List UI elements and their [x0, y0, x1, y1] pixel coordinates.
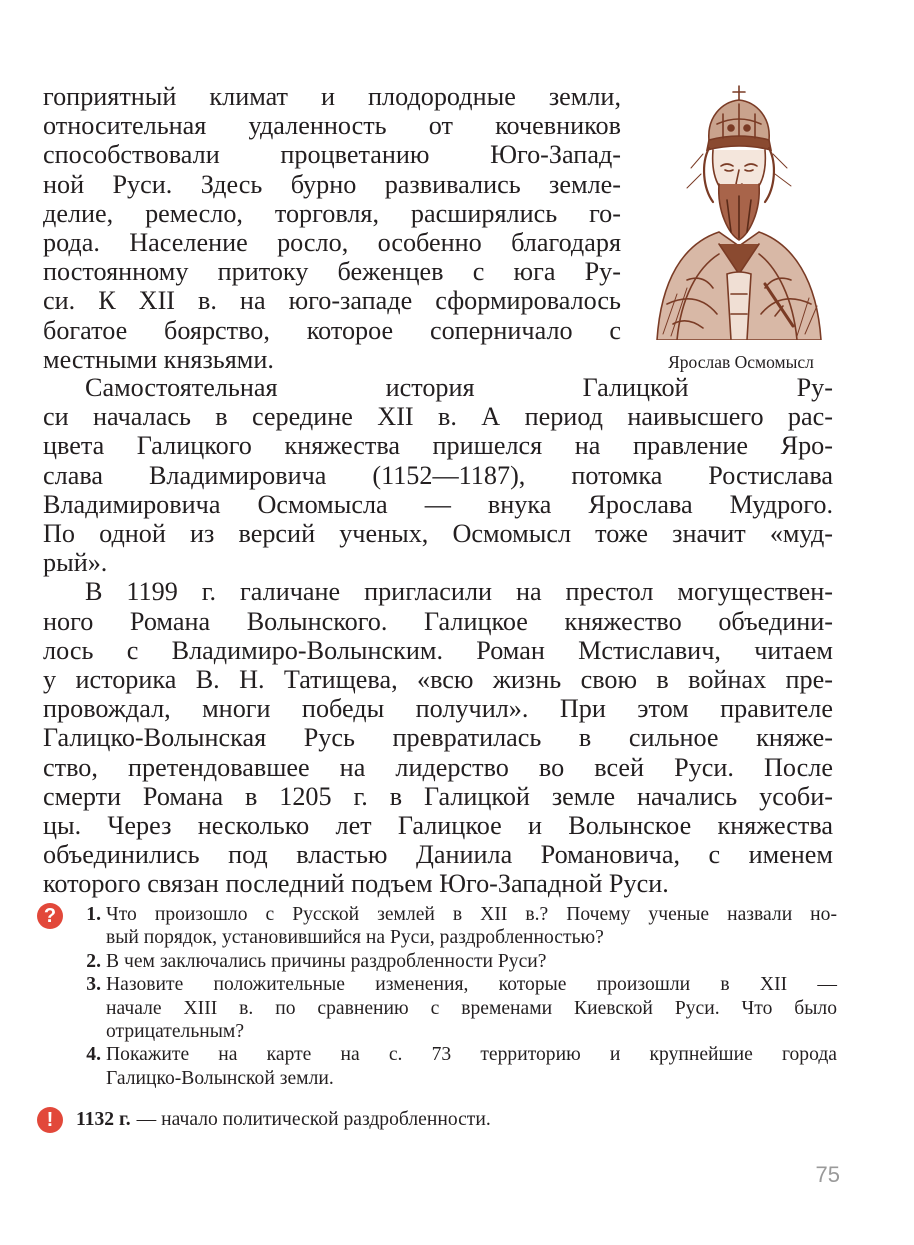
text-line: богатое боярство, которое соперничало с	[43, 315, 621, 345]
paragraph-independent-history	[43, 373, 833, 577]
text-line: постоянному притоку беженцев с юга Ру-	[43, 257, 621, 287]
text-line: ной Руси. Здесь бурно развивались земле-	[43, 169, 621, 199]
question-item	[37, 903, 837, 950]
key-date: 1132 г.	[76, 1109, 131, 1130]
text-line: отрицательным?	[106, 1021, 245, 1043]
text-line: относительная удаленность от кочевников	[43, 111, 621, 141]
text-line: Галицко-Волынская Русь превратилась в сильное княже-	[43, 723, 833, 753]
question-number: 2.	[86, 950, 101, 972]
portrait-illustration	[647, 84, 827, 340]
question-item	[37, 1043, 837, 1090]
text-line: ство, претендовавшее на лидерство во всей Руси. После	[43, 752, 833, 782]
text-line: делие, ремесло, торговля, расширялись го-	[43, 198, 621, 228]
top-paragraph	[43, 82, 621, 374]
text-line: Самостоятельная история Галицкой Ру-	[85, 373, 833, 402]
text-line: слава Владимировича (1152—1187), потомка Ростислава	[43, 460, 833, 490]
review-questions	[37, 903, 837, 1090]
question-text	[106, 1043, 837, 1090]
question-number: 1.	[86, 904, 101, 925]
question-text	[106, 903, 837, 950]
text-line: местными князьями.	[43, 344, 274, 374]
question-text	[106, 950, 837, 973]
text-line: рый».	[43, 548, 108, 578]
key-date-note	[37, 1107, 837, 1133]
text-line: В 1199 г. галичане пригласили на престол могуществен-	[85, 577, 833, 607]
question-item	[37, 950, 837, 973]
paragraph-roman-volynsky	[43, 577, 833, 898]
text-line: Покажите на карте на с. 73 территорию и крупнейшие города	[106, 1044, 837, 1066]
text-line: си началась в середине XII в. А период наивысшего рас-	[43, 402, 833, 432]
exclamation-icon: !	[37, 1107, 63, 1133]
text-line: Галицко-Волынской земли.	[106, 1067, 334, 1089]
text-line: цвета Галицкого княжества пришелся на правление Яро-	[43, 431, 833, 461]
text-line: рода. Население росло, особенно благодаря	[43, 228, 621, 258]
portrait-caption: Ярослав Осмомысл	[668, 352, 814, 372]
text-line: Назовите положительные изменения, которые произошли в XII —	[106, 974, 837, 996]
text-line: способствовали процветанию Юго-Запад-	[43, 140, 621, 170]
text-line: си. К XII в. на юго-западе сформировалось	[43, 286, 621, 316]
text-line: Что произошло с Русской землей в XII в.? Почему ученые назвали но-	[106, 904, 837, 925]
question-mark-icon: ?	[37, 903, 63, 929]
text-line: которого связан последний подъем Юго-Западной Руси.	[43, 869, 669, 899]
main-text	[43, 373, 833, 899]
text-line: объединились под властью Даниила Романовича, с именем	[43, 840, 833, 870]
text-line: Владимировича Осмомысла — внука Ярослава Мудрого.	[43, 489, 833, 519]
page-number: 75	[815, 1162, 840, 1187]
text-line: провождал, многи победы получил». При этом правителе	[43, 694, 833, 724]
text-line: лось с Владимиро-Волынским. Роман Мстиславич, читаем	[43, 635, 833, 665]
question-item	[37, 973, 837, 1043]
question-text	[106, 973, 837, 1043]
text-line: В чем заключались причины раздробленности Руси?	[106, 950, 547, 972]
question-number: 4.	[86, 1044, 101, 1066]
text-line: начале XIII в. по сравнению с временами Киевской Руси. Что было	[106, 997, 837, 1019]
text-line: ного Романа Волынского. Галицкое княжество объедини-	[43, 606, 833, 636]
text-line: гоприятный климат и плодородные земли,	[43, 82, 621, 111]
text-line: вый порядок, установившийся на Руси, раздробленностью?	[106, 927, 604, 949]
text-line: у историка В. Н. Татищева, «всю жизнь свою в войнах пре-	[43, 665, 833, 695]
question-number: 3.	[86, 974, 101, 996]
text-line: цы. Через несколько лет Галицкое и Волынское княжества	[43, 811, 833, 841]
key-date-text: — начало политической раздробленности.	[136, 1109, 491, 1130]
text-line: смерти Романа в 1205 г. в Галицкой земле начались усоби-	[43, 781, 833, 811]
text-line: По одной из версий ученых, Осмомысл тоже значит «муд-	[43, 519, 833, 549]
